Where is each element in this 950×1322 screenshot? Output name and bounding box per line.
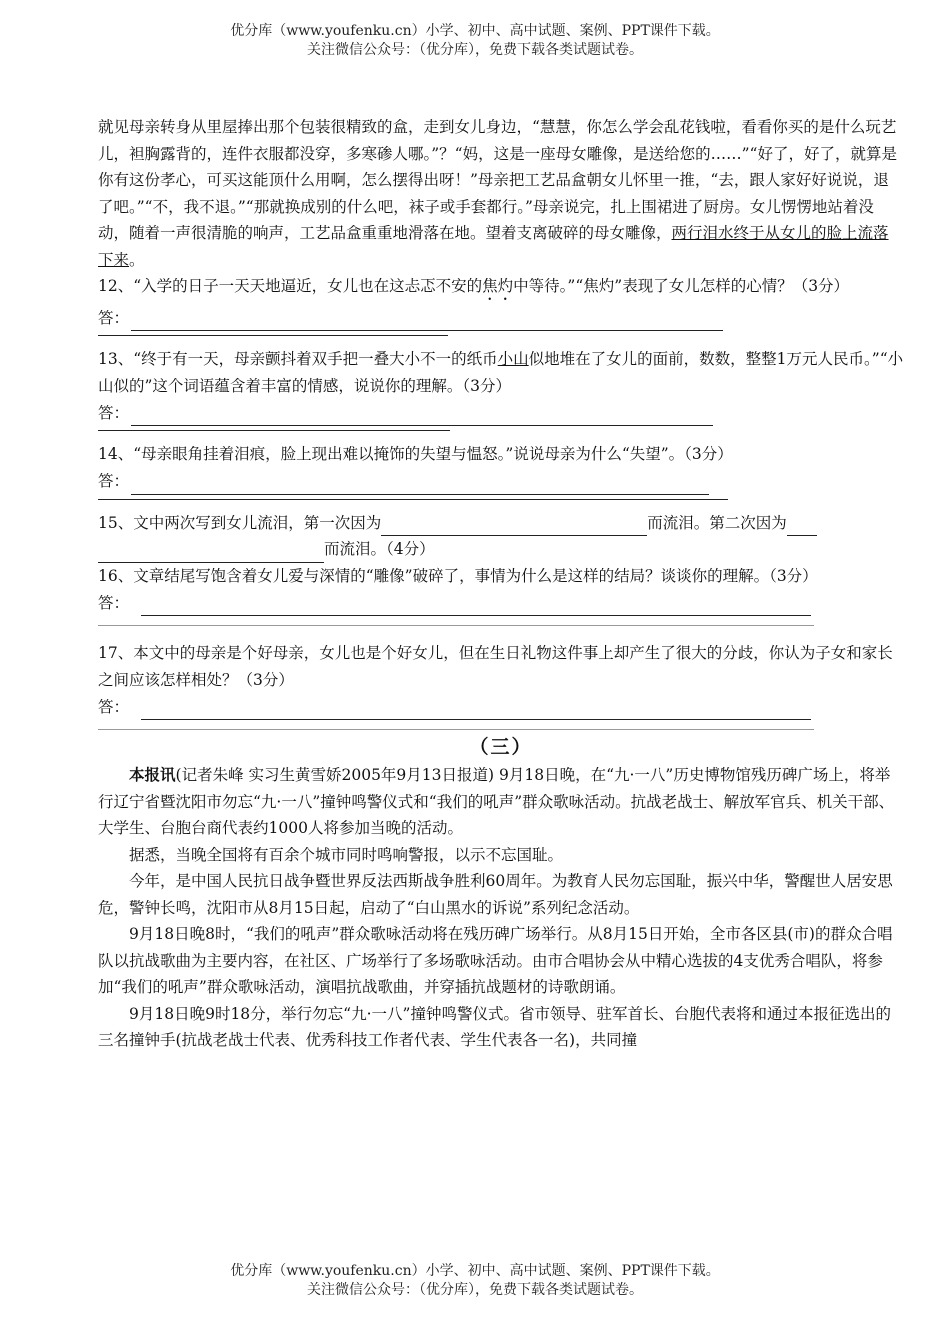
- answer-label: 答：: [98, 308, 130, 327]
- answer-row-14: 答：: [98, 468, 904, 495]
- question-15: 15、文中两次写到女儿流泪，第一次因为 而流泪。第二次因为 而流泪。（4分）: [98, 510, 904, 563]
- news-paragraph-5: 9月18日晚9时18分，举行勿忘“九·一八”撞钟鸣警仪式。省市领导、驻军首长、台胞代表将和通过本报征选出的三名撞钟手(抗战老战士代表、优秀科技工作者代表、学生代表各一名)，共同撞: [98, 1004, 891, 1049]
- answer-line-17-b[interactable]: [98, 728, 814, 730]
- news-paragraph-4: 9月18日晚8时，“我们的吼声”群众歌咏活动将在残历碑广场举行。从8月15日开始，全市各区县(市)的群众合唱队以抗战歌曲为主要内容，在社区、广场举行了多场歌咏活动。由市合唱协会从中精心选拔的4支优秀合唱队，将参加“我们的吼声”群众歌咏活动，演唱抗战歌曲，并穿插抗战题材的诗歌朗诵。: [98, 925, 893, 996]
- passage-underlined-sentence: 两行泪水终于从女儿的脸上流落下来: [98, 224, 889, 269]
- news-paragraph-1: 本报讯(记者朱峰 实习生黄雪娇2005年9月13日报道) 9月18日晚，在“九·一八”历史博物馆残历碑广场上，将举行辽宁省暨沈阳市勿忘“九·一八”撞钟鸣警仪式和“我们的吼声”群众歌咏活动。抗战老战士、解放军官兵、机关干部、大学生、台胞台商代表约1000人将参加当晚的活动。: [98, 765, 895, 837]
- section-3-title: （三）: [469, 736, 533, 758]
- answer-line-17[interactable]: [141, 701, 811, 720]
- question-12: 12、“入学的日子一天天地逼近，女儿也在这忐忑不安的焦灼中等待。”“焦灼”表现了女儿怎样的心情？（3分）: [98, 277, 850, 295]
- answer-line-16[interactable]: [141, 597, 811, 616]
- blank-first-reason[interactable]: [381, 517, 647, 536]
- blank-second-reason-b[interactable]: [98, 544, 324, 563]
- news-lead: 本报讯: [129, 765, 176, 784]
- page-footer: [0, 1262, 950, 1300]
- blank-second-reason-a[interactable]: [787, 517, 817, 536]
- header-line-2: 关注微信公众号：（优分库），免费下载各类试题试卷。: [307, 42, 643, 58]
- page-header: [0, 22, 950, 60]
- answer-line-12[interactable]: [131, 312, 723, 331]
- question-14: 14、“母亲眼角挂着泪痕，脸上现出难以掩饰的失望与愠怒。”说说母亲为什么“失望”。（3分）: [98, 445, 733, 463]
- answer-row-12: [98, 304, 904, 331]
- dotted-word: 焦灼: [482, 277, 514, 295]
- passage-text: 就见母亲转身从里屋捧出那个包装很精致的盒，走到女儿身边，“慧慧，你怎么学会乱花钱啦，看看你买的是什么玩艺儿，袒胸露背的，连件衣服都没穿，多寒碜人哪。”？“妈，这是一座母女雕像，是送给您的……”“好了，好了，就算是你有这份孝心，可买这能顶什么用啊，怎么摆得出呀！”母亲把工艺品盒朝女儿怀里一推，“去，跟人家好好说说，退了吧。”“不，我不退。”“那就换成别的什么吧，袜子或手套都行。”母亲说完，扎上围裙进了厨房。女儿愣愣地站着没动，随着一声很清脆的响声，工艺品盒重重地滑落在地。望着支离破碎的母女雕像，: [98, 118, 897, 242]
- underlined-word: 小山: [497, 350, 529, 368]
- question-17: 17、本文中的母亲是个好母亲，女儿也是个好女儿，但在生日礼物这件事上却产生了很大的分歧，你认为子女和家长之间应该怎样相处？（3分）: [98, 644, 893, 689]
- answer-line-13-b[interactable]: [98, 429, 450, 431]
- answer-row-17: 答：: [98, 693, 904, 720]
- question-13: 13、“终于有一天，母亲颤抖着双手把一叠大小不一的纸币小山似地堆在了女儿的面前，数数，整整1万元人民币。”“小山似的”这个词语蕴含着丰富的情感，说说你的理解。（3分）: [98, 350, 904, 395]
- answer-line-13[interactable]: [131, 407, 713, 426]
- answer-line-12-b[interactable]: [98, 334, 448, 336]
- answer-line-14[interactable]: [131, 476, 709, 495]
- passage-paragraph: [98, 114, 904, 273]
- answer-row-16: 答：: [98, 589, 904, 616]
- footer-line-1: 优分库（www.youfenku.cn）小学、初中、高中试题、案例、PPT课件下载。: [230, 1263, 720, 1279]
- passage-end: 。: [129, 250, 145, 269]
- answer-row-13: 答：: [98, 399, 904, 426]
- question-16: 16、文章结尾写饱含着女儿爱与深情的“雕像”破碎了，事情为什么是这样的结局？谈谈你的理解。（3分）: [98, 566, 818, 585]
- footer-line-2: 关注微信公众号：（优分库），免费下载各类试题试卷。: [307, 1282, 643, 1298]
- news-paragraph-2: 据悉，当晚全国将有百余个城市同时鸣响警报，以示不忘国耻。: [129, 845, 564, 864]
- document-body: [98, 114, 904, 1054]
- answer-line-16-b[interactable]: [98, 624, 814, 626]
- news-paragraph-3: 今年，是中国人民抗日战争暨世界反法西斯战争胜利60周年。为教育人民勿忘国耻，振兴中华，警醒世人居安思危，警钟长鸣，沈阳市从8月15日起，启动了“白山黑水的诉说”系列纪念活动。: [98, 872, 893, 917]
- answer-line-14-b[interactable]: [98, 498, 728, 500]
- header-line-1: 优分库（www.youfenku.cn）小学、初中、高中试题、案例、PPT课件下载。: [230, 23, 720, 39]
